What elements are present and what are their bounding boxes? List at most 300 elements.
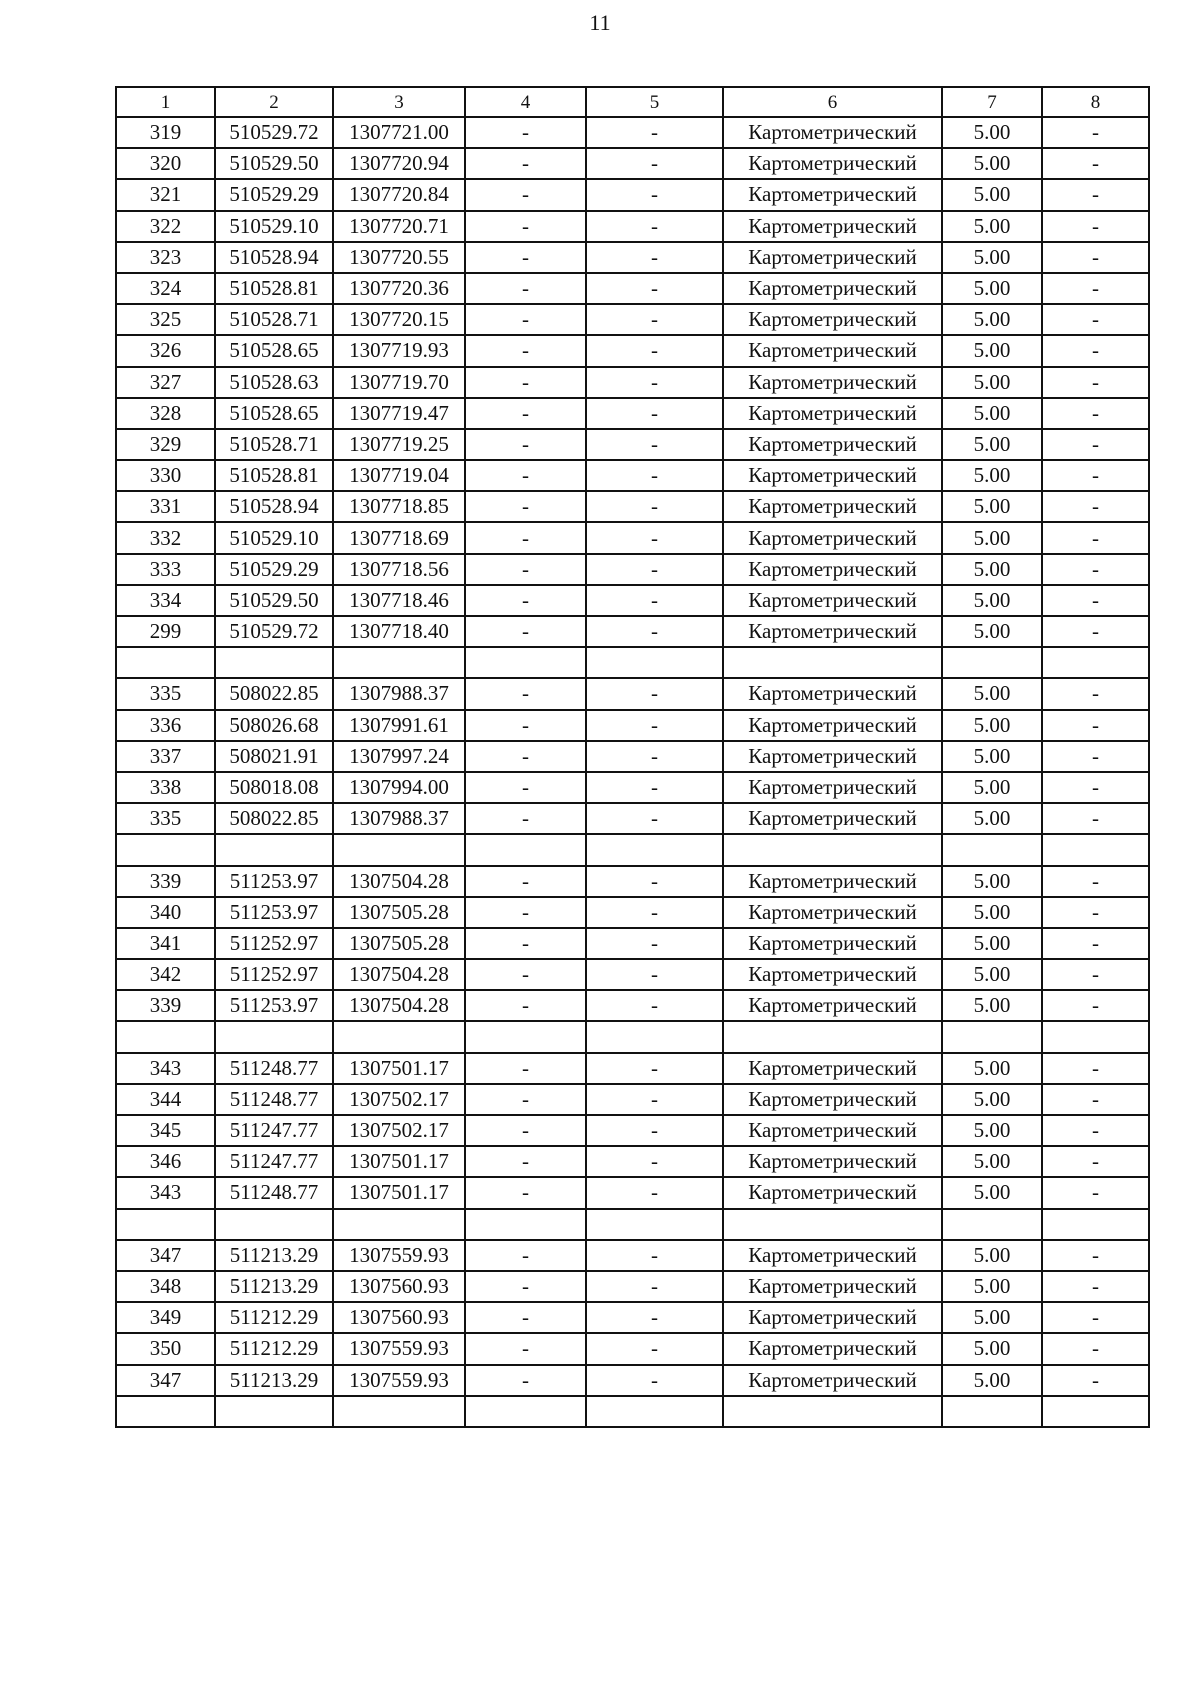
separator-row — [116, 1396, 1149, 1427]
table-cell: - — [586, 897, 723, 928]
table-cell — [723, 834, 942, 865]
table-cell: Картометрический — [723, 554, 942, 585]
table-cell: Картометрический — [723, 367, 942, 398]
table-cell: 5.00 — [942, 1053, 1042, 1084]
table-cell: Картометрический — [723, 616, 942, 647]
table-cell — [333, 1396, 465, 1427]
table-cell: 323 — [116, 242, 215, 273]
table-row — [116, 616, 1149, 647]
table-cell — [215, 1396, 333, 1427]
table-cell: 5.00 — [942, 242, 1042, 273]
table-cell: - — [586, 522, 723, 553]
table-cell: Картометрический — [723, 148, 942, 179]
table-cell: - — [465, 554, 586, 585]
table-cell: 1307719.25 — [333, 429, 465, 460]
column-header-7: 7 — [942, 87, 1042, 117]
table-cell: 331 — [116, 491, 215, 522]
table-cell: 5.00 — [942, 429, 1042, 460]
table-cell: 5.00 — [942, 678, 1042, 709]
table-cell: Картометрический — [723, 897, 942, 928]
table-cell: 511213.29 — [215, 1240, 333, 1271]
table-cell: 1307504.28 — [333, 959, 465, 990]
table-body — [116, 87, 1149, 1427]
table-cell — [723, 647, 942, 678]
table-cell: - — [465, 1053, 586, 1084]
table-cell: 1307720.36 — [333, 273, 465, 304]
table-cell: 339 — [116, 990, 215, 1021]
table-cell — [116, 1396, 215, 1427]
table-row — [116, 741, 1149, 772]
table-cell: 349 — [116, 1302, 215, 1333]
table-cell — [723, 1396, 942, 1427]
table-cell: Картометрический — [723, 990, 942, 1021]
table-cell: 346 — [116, 1146, 215, 1177]
table-row — [116, 710, 1149, 741]
header-row — [116, 87, 1149, 117]
table-cell: 327 — [116, 367, 215, 398]
table-cell: 508026.68 — [215, 710, 333, 741]
table-cell: 510528.94 — [215, 491, 333, 522]
table-cell: - — [1042, 554, 1149, 585]
table-cell: - — [1042, 1302, 1149, 1333]
table-cell: - — [465, 897, 586, 928]
table-cell: - — [586, 367, 723, 398]
table-cell: 348 — [116, 1271, 215, 1302]
table-cell: 510528.71 — [215, 304, 333, 335]
table-cell: - — [1042, 211, 1149, 242]
table-row — [116, 491, 1149, 522]
table-cell: 1307718.85 — [333, 491, 465, 522]
table-cell: - — [1042, 928, 1149, 959]
table-cell: 5.00 — [942, 491, 1042, 522]
table-cell — [465, 1209, 586, 1240]
table-cell: - — [586, 1053, 723, 1084]
table-cell — [333, 1209, 465, 1240]
table-cell: 1307720.71 — [333, 211, 465, 242]
table-cell: 1307720.84 — [333, 179, 465, 210]
table-cell: 508021.91 — [215, 741, 333, 772]
table-cell: - — [465, 866, 586, 897]
table-cell: 5.00 — [942, 179, 1042, 210]
table-cell: 319 — [116, 117, 215, 148]
table-cell: 1307718.40 — [333, 616, 465, 647]
table-cell: 1307504.28 — [333, 866, 465, 897]
table-cell: 342 — [116, 959, 215, 990]
table-cell — [942, 1396, 1042, 1427]
table-cell: - — [1042, 491, 1149, 522]
table-cell: 511252.97 — [215, 928, 333, 959]
table-cell: - — [1042, 1115, 1149, 1146]
table-cell — [942, 1209, 1042, 1240]
table-cell: - — [465, 1333, 586, 1364]
table-cell: 1307720.15 — [333, 304, 465, 335]
table-cell: 1307719.93 — [333, 335, 465, 366]
table-cell: Картометрический — [723, 273, 942, 304]
table-cell: 1307505.28 — [333, 897, 465, 928]
table-cell — [723, 1209, 942, 1240]
table-cell — [586, 647, 723, 678]
table-cell: 508022.85 — [215, 803, 333, 834]
table-cell: - — [586, 335, 723, 366]
table-cell — [465, 834, 586, 865]
table-cell: 1307504.28 — [333, 990, 465, 1021]
table-cell: - — [465, 772, 586, 803]
table-cell: 510528.71 — [215, 429, 333, 460]
table-cell: 5.00 — [942, 897, 1042, 928]
table-cell: 341 — [116, 928, 215, 959]
table-row — [116, 273, 1149, 304]
table-cell — [1042, 1209, 1149, 1240]
table-cell: - — [465, 522, 586, 553]
table-cell: 511252.97 — [215, 959, 333, 990]
table-cell: 1307502.17 — [333, 1115, 465, 1146]
table-cell: 5.00 — [942, 304, 1042, 335]
table-cell: - — [586, 148, 723, 179]
table-cell: - — [586, 1302, 723, 1333]
table-row — [116, 1240, 1149, 1271]
table-cell: 339 — [116, 866, 215, 897]
table-cell: 343 — [116, 1177, 215, 1208]
table-row — [116, 1115, 1149, 1146]
table-cell: - — [465, 990, 586, 1021]
table-cell: 511213.29 — [215, 1271, 333, 1302]
table-cell: 1307505.28 — [333, 928, 465, 959]
table-cell — [1042, 834, 1149, 865]
table-cell: 5.00 — [942, 803, 1042, 834]
table-cell: 1307988.37 — [333, 678, 465, 709]
table-cell: - — [1042, 803, 1149, 834]
table-cell: 337 — [116, 741, 215, 772]
table-cell: 508022.85 — [215, 678, 333, 709]
table-cell: 325 — [116, 304, 215, 335]
table-cell: 1307502.17 — [333, 1084, 465, 1115]
table-cell: 1307720.94 — [333, 148, 465, 179]
table-cell: - — [586, 1146, 723, 1177]
table-cell: - — [465, 1146, 586, 1177]
table-cell: - — [586, 1177, 723, 1208]
table-cell — [723, 1021, 942, 1052]
table-cell: - — [1042, 304, 1149, 335]
table-cell: 345 — [116, 1115, 215, 1146]
table-cell: 511248.77 — [215, 1084, 333, 1115]
table-cell — [942, 834, 1042, 865]
table-cell: - — [586, 959, 723, 990]
table-cell: - — [586, 772, 723, 803]
table-cell — [586, 1396, 723, 1427]
table-cell: 1307560.93 — [333, 1271, 465, 1302]
table-cell: - — [586, 304, 723, 335]
table-cell: Картометрический — [723, 1365, 942, 1396]
table-cell: - — [1042, 959, 1149, 990]
table-cell: 340 — [116, 897, 215, 928]
table-cell: Картометрический — [723, 772, 942, 803]
table-cell: 1307560.93 — [333, 1302, 465, 1333]
table-cell: Картометрический — [723, 959, 942, 990]
table-cell: - — [586, 678, 723, 709]
table-cell: - — [465, 117, 586, 148]
table-cell: - — [465, 1302, 586, 1333]
table-cell: 321 — [116, 179, 215, 210]
table-cell: - — [465, 335, 586, 366]
table-cell: Картометрический — [723, 179, 942, 210]
table-row — [116, 304, 1149, 335]
table-cell: 5.00 — [942, 522, 1042, 553]
table-cell: 510528.63 — [215, 367, 333, 398]
table-cell: - — [465, 710, 586, 741]
table-row — [116, 803, 1149, 834]
table-cell: 508018.08 — [215, 772, 333, 803]
table-cell: - — [586, 554, 723, 585]
table-row — [116, 928, 1149, 959]
coordinates-table — [115, 86, 1150, 1428]
table-cell: Картометрический — [723, 242, 942, 273]
table-cell: - — [586, 990, 723, 1021]
table-cell: 511213.29 — [215, 1365, 333, 1396]
table-cell: - — [1042, 1084, 1149, 1115]
table-cell: 511253.97 — [215, 866, 333, 897]
separator-row — [116, 834, 1149, 865]
table-cell: Картометрический — [723, 429, 942, 460]
table-cell: 5.00 — [942, 1271, 1042, 1302]
table-row — [116, 1302, 1149, 1333]
table-cell: 344 — [116, 1084, 215, 1115]
table-cell: 329 — [116, 429, 215, 460]
table-cell: Картометрический — [723, 1084, 942, 1115]
table-row — [116, 1053, 1149, 1084]
table-cell: - — [1042, 367, 1149, 398]
table-row — [116, 242, 1149, 273]
table-cell: 5.00 — [942, 273, 1042, 304]
table-cell: Картометрический — [723, 1302, 942, 1333]
column-header-5: 5 — [586, 87, 723, 117]
table-cell: - — [586, 1271, 723, 1302]
table-cell: - — [1042, 429, 1149, 460]
table-cell: 5.00 — [942, 772, 1042, 803]
table-cell: - — [1042, 741, 1149, 772]
separator-row — [116, 647, 1149, 678]
table-cell: 1307719.70 — [333, 367, 465, 398]
table-cell: - — [465, 1271, 586, 1302]
table-cell: 510529.29 — [215, 554, 333, 585]
table-cell: 5.00 — [942, 367, 1042, 398]
table-cell: 5.00 — [942, 1333, 1042, 1364]
table-cell: - — [586, 273, 723, 304]
table-cell: - — [465, 585, 586, 616]
table-cell: 5.00 — [942, 117, 1042, 148]
column-header-1: 1 — [116, 87, 215, 117]
table-cell: 330 — [116, 460, 215, 491]
table-cell: - — [465, 179, 586, 210]
table-cell — [215, 1021, 333, 1052]
table-cell: 510529.50 — [215, 585, 333, 616]
table-cell: - — [465, 367, 586, 398]
table-cell: 510529.10 — [215, 522, 333, 553]
table-cell: 1307720.55 — [333, 242, 465, 273]
table-row — [116, 179, 1149, 210]
table-cell: Картометрический — [723, 1053, 942, 1084]
table-cell: Картометрический — [723, 678, 942, 709]
table-cell — [1042, 1396, 1149, 1427]
table-cell: - — [465, 959, 586, 990]
table-cell: 350 — [116, 1333, 215, 1364]
table-cell: 324 — [116, 273, 215, 304]
table-cell: 5.00 — [942, 398, 1042, 429]
table-cell: - — [465, 398, 586, 429]
table-cell: 1307501.17 — [333, 1146, 465, 1177]
table-cell: - — [465, 678, 586, 709]
table-cell: - — [1042, 242, 1149, 273]
table-cell: 1307501.17 — [333, 1053, 465, 1084]
table-cell: 5.00 — [942, 866, 1042, 897]
column-header-2: 2 — [215, 87, 333, 117]
table-row — [116, 460, 1149, 491]
table-cell: - — [1042, 522, 1149, 553]
table-cell — [116, 1209, 215, 1240]
table-cell: 5.00 — [942, 928, 1042, 959]
table-cell: - — [465, 1177, 586, 1208]
table-cell: - — [1042, 148, 1149, 179]
table-cell: Картометрический — [723, 1177, 942, 1208]
table-cell: 5.00 — [942, 1365, 1042, 1396]
table-cell: Картометрический — [723, 1240, 942, 1271]
table-cell: Картометрический — [723, 211, 942, 242]
table-cell: 510529.72 — [215, 117, 333, 148]
table-cell — [116, 834, 215, 865]
table-cell: - — [586, 460, 723, 491]
table-cell: - — [465, 304, 586, 335]
table-row — [116, 335, 1149, 366]
table-cell: 510529.29 — [215, 179, 333, 210]
table-row — [116, 367, 1149, 398]
table-cell — [1042, 647, 1149, 678]
table-cell: - — [465, 1240, 586, 1271]
table-cell: 510528.94 — [215, 242, 333, 273]
table-cell: Картометрический — [723, 585, 942, 616]
table-cell: - — [586, 1365, 723, 1396]
table-cell: - — [465, 1115, 586, 1146]
table-cell: 1307719.47 — [333, 398, 465, 429]
table-cell — [333, 1021, 465, 1052]
table-cell: - — [586, 1084, 723, 1115]
table-row — [116, 1365, 1149, 1396]
table-row — [116, 211, 1149, 242]
table-cell — [586, 1021, 723, 1052]
table-cell: 1307559.93 — [333, 1240, 465, 1271]
table-cell — [215, 1209, 333, 1240]
table-cell: 510528.81 — [215, 460, 333, 491]
table-cell: 347 — [116, 1365, 215, 1396]
table-cell: - — [465, 1365, 586, 1396]
table-cell: 5.00 — [942, 148, 1042, 179]
table-cell: - — [1042, 1333, 1149, 1364]
separator-row — [116, 1021, 1149, 1052]
table-cell: 338 — [116, 772, 215, 803]
table-cell: - — [465, 741, 586, 772]
table-cell: - — [586, 866, 723, 897]
table-cell: - — [1042, 1146, 1149, 1177]
table-cell: - — [586, 803, 723, 834]
table-cell: 510528.81 — [215, 273, 333, 304]
table-cell: 5.00 — [942, 990, 1042, 1021]
table-row — [116, 429, 1149, 460]
table-cell: - — [586, 398, 723, 429]
table-cell — [333, 647, 465, 678]
table-cell: - — [1042, 1365, 1149, 1396]
table-cell: - — [586, 117, 723, 148]
table-cell: Картометрический — [723, 522, 942, 553]
page-number: 11 — [589, 10, 611, 35]
table-cell: Картометрический — [723, 928, 942, 959]
table-cell: - — [1042, 897, 1149, 928]
table-cell: - — [1042, 1053, 1149, 1084]
table-row — [116, 897, 1149, 928]
table-cell: 328 — [116, 398, 215, 429]
table-cell: 5.00 — [942, 585, 1042, 616]
table-cell: 5.00 — [942, 710, 1042, 741]
table-cell: - — [1042, 710, 1149, 741]
table-cell: - — [586, 429, 723, 460]
table-cell: - — [1042, 273, 1149, 304]
table-cell — [586, 834, 723, 865]
table-cell: 5.00 — [942, 741, 1042, 772]
table-cell: - — [1042, 866, 1149, 897]
table-cell: 1307994.00 — [333, 772, 465, 803]
table-cell: 511247.77 — [215, 1146, 333, 1177]
table-cell: 332 — [116, 522, 215, 553]
table-cell: 5.00 — [942, 959, 1042, 990]
table-cell: 5.00 — [942, 1084, 1042, 1115]
table-row — [116, 1146, 1149, 1177]
table-cell: - — [586, 741, 723, 772]
table-cell: - — [465, 616, 586, 647]
table-cell — [1042, 1021, 1149, 1052]
table-cell: 1307501.17 — [333, 1177, 465, 1208]
table-cell: - — [586, 211, 723, 242]
table-cell: 1307988.37 — [333, 803, 465, 834]
table-cell: - — [465, 928, 586, 959]
table-cell: - — [465, 273, 586, 304]
table-cell: 1307718.46 — [333, 585, 465, 616]
table-cell: 343 — [116, 1053, 215, 1084]
table-cell: 336 — [116, 710, 215, 741]
table-cell: 299 — [116, 616, 215, 647]
table-cell: - — [1042, 772, 1149, 803]
table-cell: 5.00 — [942, 1115, 1042, 1146]
table-cell — [116, 647, 215, 678]
table-cell: 510529.72 — [215, 616, 333, 647]
table-cell: Картометрический — [723, 460, 942, 491]
table-cell: - — [1042, 335, 1149, 366]
table-cell: Картометрический — [723, 803, 942, 834]
table-cell: 510529.10 — [215, 211, 333, 242]
table-cell: 322 — [116, 211, 215, 242]
table-cell: - — [465, 211, 586, 242]
table-row — [116, 678, 1149, 709]
table-cell: - — [465, 1084, 586, 1115]
table-cell: 320 — [116, 148, 215, 179]
table-cell: - — [586, 1333, 723, 1364]
table-cell: 1307559.93 — [333, 1365, 465, 1396]
table-cell: 511248.77 — [215, 1053, 333, 1084]
table-cell: 5.00 — [942, 335, 1042, 366]
table-cell: - — [586, 242, 723, 273]
table-cell: 510528.65 — [215, 335, 333, 366]
table-cell: 1307718.56 — [333, 554, 465, 585]
table-cell: - — [586, 585, 723, 616]
table-cell: - — [465, 242, 586, 273]
table-cell: 5.00 — [942, 1240, 1042, 1271]
table-cell: Картометрический — [723, 335, 942, 366]
